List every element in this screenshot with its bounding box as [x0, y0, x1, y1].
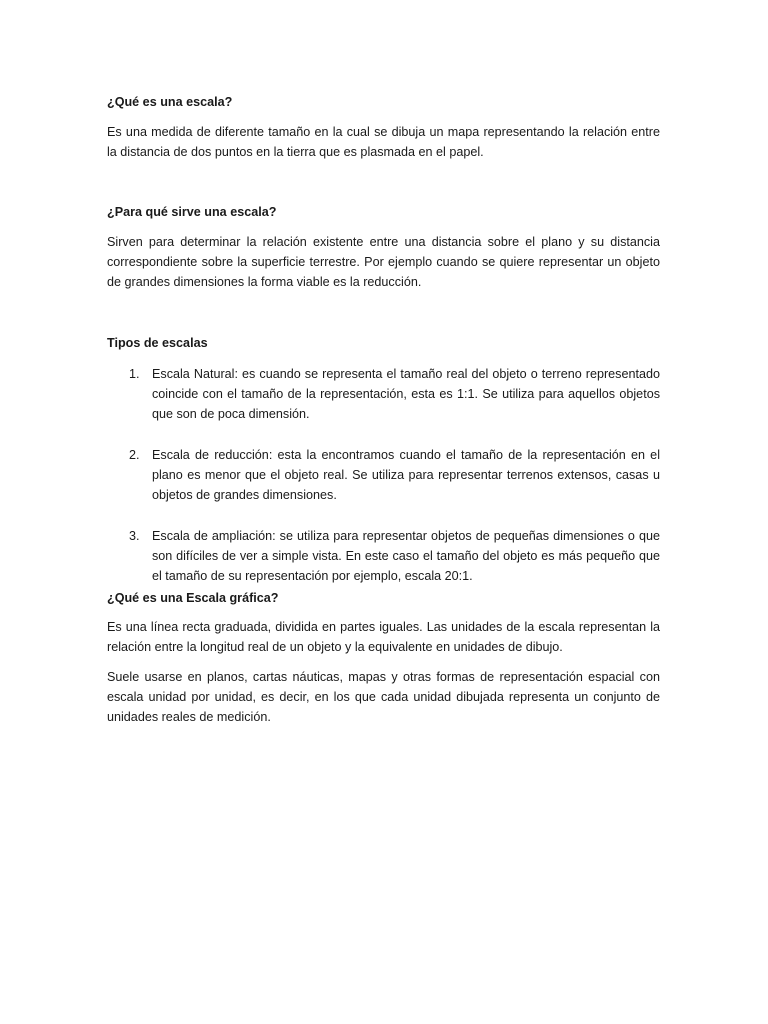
- paragraph-escala-grafica-uso: Suele usarse en planos, cartas náuticas, mapas y otras formas de representación espacial con escala unidad por unidad, es decir, en los que cada unidad dibujada representa un conjunto de unidades reales de medición.: [107, 670, 660, 724]
- heading-escala-grafica: ¿Qué es una Escala gráfica?: [107, 591, 279, 605]
- paragraph-definicion-escala: Es una medida de diferente tamaño en la cual se dibuja un mapa representando la relación entre la distancia de dos puntos en la tierra que es plasmada en el papel.: [107, 125, 660, 159]
- tipos-escalas-list: [107, 364, 660, 586]
- list-item-text: Escala de reducción: esta la encontramos cuando el tamaño de la representación en el plano es menor que el objeto real. Se utiliza para representar terrenos extensos, casas u objetos de grandes dimensiones.: [152, 448, 660, 502]
- heading-tipos-escalas: Tipos de escalas: [107, 336, 208, 350]
- list-item-text: Escala Natural: es cuando se representa el tamaño real del objeto o terreno representado coincide con el tamaño de la representación, esta es 1:1. Se utiliza para aquellos objetos que son de poca dimensión.: [152, 367, 660, 421]
- heading-para-que-sirve: ¿Para qué sirve una escala?: [107, 205, 277, 219]
- list-item-text: Escala de ampliación: se utiliza para representar objetos de pequeñas dimensiones o que son difíciles de ver a simple vista. En este caso el tamaño del objeto es más pequeño que el tamaño de su representación por ejemplo, escala 20:1.: [152, 529, 660, 583]
- list-item-escala-ampliacion: [107, 526, 660, 586]
- paragraph-escala-grafica-definicion: Es una línea recta graduada, dividida en partes iguales. Las unidades de la escala representan la relación entre la longitud real de un objeto y la equivalente en unidades de dibujo.: [107, 620, 660, 654]
- list-item-number: 1.: [129, 367, 140, 381]
- paragraph-uso-escala: Sirven para determinar la relación existente entre una distancia sobre el plano y su distancia correspondiente sobre la superficie terrestre. Por ejemplo cuando se quiere representar un objeto de grandes dimensiones la forma viable es la reducción.: [107, 235, 660, 289]
- list-item-escala-natural: [107, 364, 660, 424]
- list-item-number: 3.: [129, 529, 140, 543]
- list-item-escala-reduccion: [107, 445, 660, 505]
- heading-que-es-escala: ¿Qué es una escala?: [107, 95, 233, 109]
- list-item-number: 2.: [129, 448, 140, 462]
- document-page: [107, 92, 660, 727]
